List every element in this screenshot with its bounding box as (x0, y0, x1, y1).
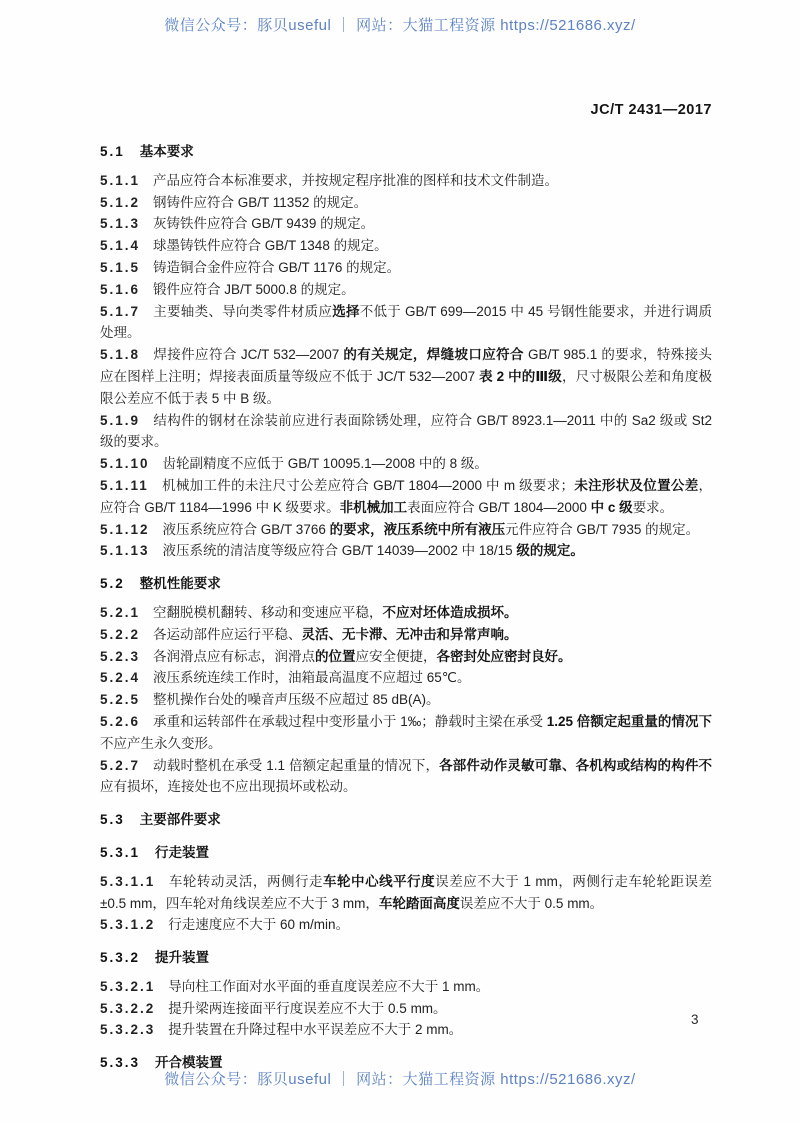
clause-paragraph (100, 213, 712, 235)
clause-number: 5.3.2 (100, 950, 141, 966)
clause-text: 要求。 (632, 499, 674, 515)
clause-text: 车轮转动灵活，两侧行走 (168, 873, 324, 889)
clause-text: 铸造铜合金件应符合 GB/T 1176 的规定。 (153, 259, 401, 275)
clause-text: 各部件动作灵敏可靠、各机构或结构的构件不 (439, 757, 712, 773)
clause-text: 行走装置 (155, 844, 210, 860)
clause-paragraph (100, 976, 712, 998)
clause-text: 选择 (332, 303, 360, 319)
clause-number: 5.3.2.2 (100, 1000, 156, 1016)
clause-text: 结构件的钢材在涂装前应进行表面除锈处理，应符合 GB/T 8923.1—2011 中的 Sa2 级或 St2 级的要求。 (100, 412, 712, 450)
clause-text: 基本要求 (139, 144, 194, 159)
clause-paragraph (100, 602, 712, 624)
clause-number: 5.3.2.1 (100, 978, 156, 994)
clause-number: 5.1.9 (100, 412, 141, 428)
clause-text: 误差应不大于 1 mm，两侧行走车轮轮距误差±0.5 mm，四车轮对角线误差应不大于 3 mm， (100, 873, 713, 911)
clause-text: 整机操作台处的噪音声压级不应超过 85 dB(A)。 (153, 692, 440, 708)
clause-text: 导向柱工作面对水平面的垂直度误差应不大于 1 mm。 (168, 978, 490, 994)
clause-number: 5.1.1 (100, 172, 141, 188)
clause-text: 开合模装置 (155, 1055, 223, 1071)
clause-text: 整机性能要求 (139, 576, 221, 592)
clause-number: 5.2.6 (100, 713, 141, 729)
clause-text: 主要部件要求 (139, 812, 221, 828)
clause-text: 车轮踏面高度 (378, 895, 460, 911)
header-watermark-text: 微信公众号：豚贝useful ｜ 网站：大猫工程资源 https://521686.xyz/ (164, 17, 636, 34)
clause-heading (100, 947, 712, 969)
clause-heading (100, 809, 712, 831)
clause-text: 级的规定。 (516, 543, 584, 559)
clause-text: 各润滑点应有标志，润滑点 (153, 648, 316, 664)
clause-text: 齿轮副精度不应低于 GB/T 10095.1—2008 中的 8 级。 (162, 456, 488, 472)
clause-text: 行走速度应不大于 60 m/min。 (168, 917, 350, 933)
clause-text: 钢铸件应符合 GB/T 11352 的规定。 (153, 194, 368, 210)
clause-text: 液压系统应符合 GB/T 3766 (162, 521, 330, 537)
clause-number: 5.2.5 (100, 692, 141, 708)
clause-text: 灵活、无卡滞、无冲击和异常声响。 (301, 626, 518, 642)
clause-text: 主要轴类、导向类零件材质应 (153, 303, 333, 319)
clause-text: 球墨铸铁件应符合 GB/T 1348 的规定。 (153, 238, 388, 254)
clause-text: 提升梁两连接面平行度误差应不大于 0.5 mm。 (168, 1000, 447, 1016)
clause-text: 不应产生永久变形。 (100, 735, 222, 751)
clause-text: 承重和运转部件在承载过程中变形量小于 1‰；静载时主梁在承受 (153, 713, 547, 729)
clause-text: 元件应符合 GB/T 7935 的规定。 (505, 521, 700, 537)
clause-text: 不低于 GB/T 699—2015 中 45 号钢性能要求，并进行调质处理。 (100, 303, 713, 341)
clause-paragraph (100, 998, 712, 1020)
clause-text: 各密封处应密封良好。 (436, 648, 572, 664)
clause-text: 液压系统连续工作时，油箱最高温度不应超过 65℃。 (153, 670, 471, 686)
clause-number: 5.2 (100, 576, 125, 592)
clause-number: 5.3.2.3 (100, 1022, 156, 1038)
clause-paragraph (100, 540, 712, 562)
clause-text: 应有损坏，连接处也不应出现损坏或松动。 (100, 779, 357, 795)
clause-paragraph (100, 344, 712, 409)
clause-text: ，应符合 GB/T 1184—1996 中 K 级要求。 (100, 477, 712, 515)
clause-paragraph (100, 871, 712, 915)
page-number: 3 (691, 1012, 699, 1027)
clause-text: GB/T 985.1 的要求，特殊接头应在图样上注明；焊接表面质量等级应不低于 JC/T 532—2007 (100, 347, 713, 384)
clause-number: 5.2.7 (100, 757, 141, 773)
clause-number: 5.2.2 (100, 626, 141, 642)
clause-heading (100, 141, 712, 163)
clause-text: 非机械加工 (339, 499, 408, 515)
footer-watermark-text: 微信公众号：豚贝useful ｜ 网站：大猫工程资源 https://521686.xyz/ (164, 1071, 636, 1088)
footer-watermark (0, 1068, 800, 1089)
clause-paragraph (100, 1019, 712, 1041)
clause-text: 提升装置 (155, 950, 210, 966)
clause-paragraph (100, 755, 712, 799)
clause-paragraph (100, 235, 712, 257)
clause-paragraph (100, 192, 712, 214)
clause-paragraph (100, 301, 712, 345)
clause-paragraph (100, 279, 712, 301)
clause-text: 液压系统的清洁度等级应符合 GB/T 14039—2002 中 18/15 (162, 543, 517, 559)
clause-number: 5.1.13 (100, 543, 150, 559)
clause-text: 机械加工件的未注尺寸公差应符合 GB/T 1804—2000 中 m 级要求； (161, 477, 575, 493)
header-watermark (0, 14, 800, 35)
clause-paragraph (100, 646, 712, 668)
clause-text: 各运动部件应运行平稳、 (153, 626, 302, 642)
clause-text: 焊接件应符合 JC/T 532—2007 (153, 347, 344, 363)
clause-number: 5.1 (100, 144, 125, 159)
clause-paragraph (100, 170, 712, 192)
clause-text: 1.25 倍额定起重量的情况下 (546, 713, 712, 729)
clause-paragraph (100, 667, 712, 689)
standard-code: JC/T 2431—2017 (590, 102, 712, 118)
clause-number: 5.1.8 (100, 347, 141, 363)
clause-paragraph (100, 711, 712, 755)
clause-heading (100, 573, 712, 595)
clause-number: 5.1.3 (100, 216, 141, 232)
clause-text: 应安全便捷， (355, 648, 437, 664)
clause-text: 不应对坯体造成损坏。 (382, 604, 518, 620)
clause-paragraph (100, 453, 712, 475)
clause-heading (100, 842, 712, 864)
clause-number: 5.3 (100, 812, 125, 828)
clause-number: 5.1.2 (100, 194, 141, 210)
clause-number: 5.3.3 (100, 1055, 141, 1071)
clause-number: 5.3.1.1 (100, 873, 156, 889)
clause-number: 5.1.4 (100, 238, 141, 254)
clause-text: 锻件应符合 JB/T 5000.8 的规定。 (153, 281, 355, 297)
clause-number: 5.1.5 (100, 259, 141, 275)
clause-text: 产品应符合本标准要求，并按规定程序批准的图样和技术文件制造。 (153, 172, 559, 188)
clause-paragraph (100, 624, 712, 646)
clause-text: 灰铸铁件应符合 GB/T 9439 的规定。 (153, 216, 375, 232)
clause-number: 5.1.10 (100, 456, 150, 472)
clause-text: 空翻脱模机翻转、移动和变速应平稳， (153, 604, 383, 620)
clause-number: 5.3.1.2 (100, 917, 156, 933)
clause-number: 5.3.1 (100, 844, 141, 860)
clause-number: 5.2.1 (100, 604, 141, 620)
clause-number: 5.2.4 (100, 670, 141, 686)
clause-text: 提升装置在升降过程中水平误差应不大于 2 mm。 (168, 1022, 463, 1038)
clause-paragraph (100, 519, 712, 541)
clause-text: 中 c 级 (590, 499, 633, 515)
clause-paragraph (100, 475, 712, 519)
clause-text: 的有关规定，焊缝坡口应符合 (343, 347, 524, 363)
clause-text: ，尺寸极限公差和角度极限公差应不低于表 5 中 B 级。 (100, 368, 713, 406)
clause-number: 5.1.12 (100, 521, 150, 537)
clause-paragraph (100, 689, 712, 711)
clause-text: 表面应符合 GB/T 1804—2000 (407, 499, 591, 515)
clause-paragraph (100, 257, 712, 279)
clause-text: 车轮中心线平行度 (323, 873, 436, 889)
clause-text: 表 2 中的Ⅲ级 (479, 368, 562, 384)
clause-number: 5.1.6 (100, 281, 141, 297)
clause-number: 5.2.3 (100, 648, 141, 664)
clause-paragraph (100, 410, 712, 454)
clause-text: 误差应不大于 0.5 mm。 (459, 895, 604, 911)
clause-text: 的要求，液压系统中所有液压 (329, 521, 506, 537)
clause-paragraph (100, 914, 712, 936)
clause-text: 动载时整机在承受 1.1 倍额定起重量的情况下， (153, 757, 440, 773)
clause-number: 5.1.11 (100, 477, 149, 493)
clause-text: 的位置 (315, 648, 356, 664)
document-content (100, 141, 712, 1081)
clause-text: 未注形状及位置公差 (574, 477, 699, 493)
clause-number: 5.1.7 (100, 303, 141, 319)
